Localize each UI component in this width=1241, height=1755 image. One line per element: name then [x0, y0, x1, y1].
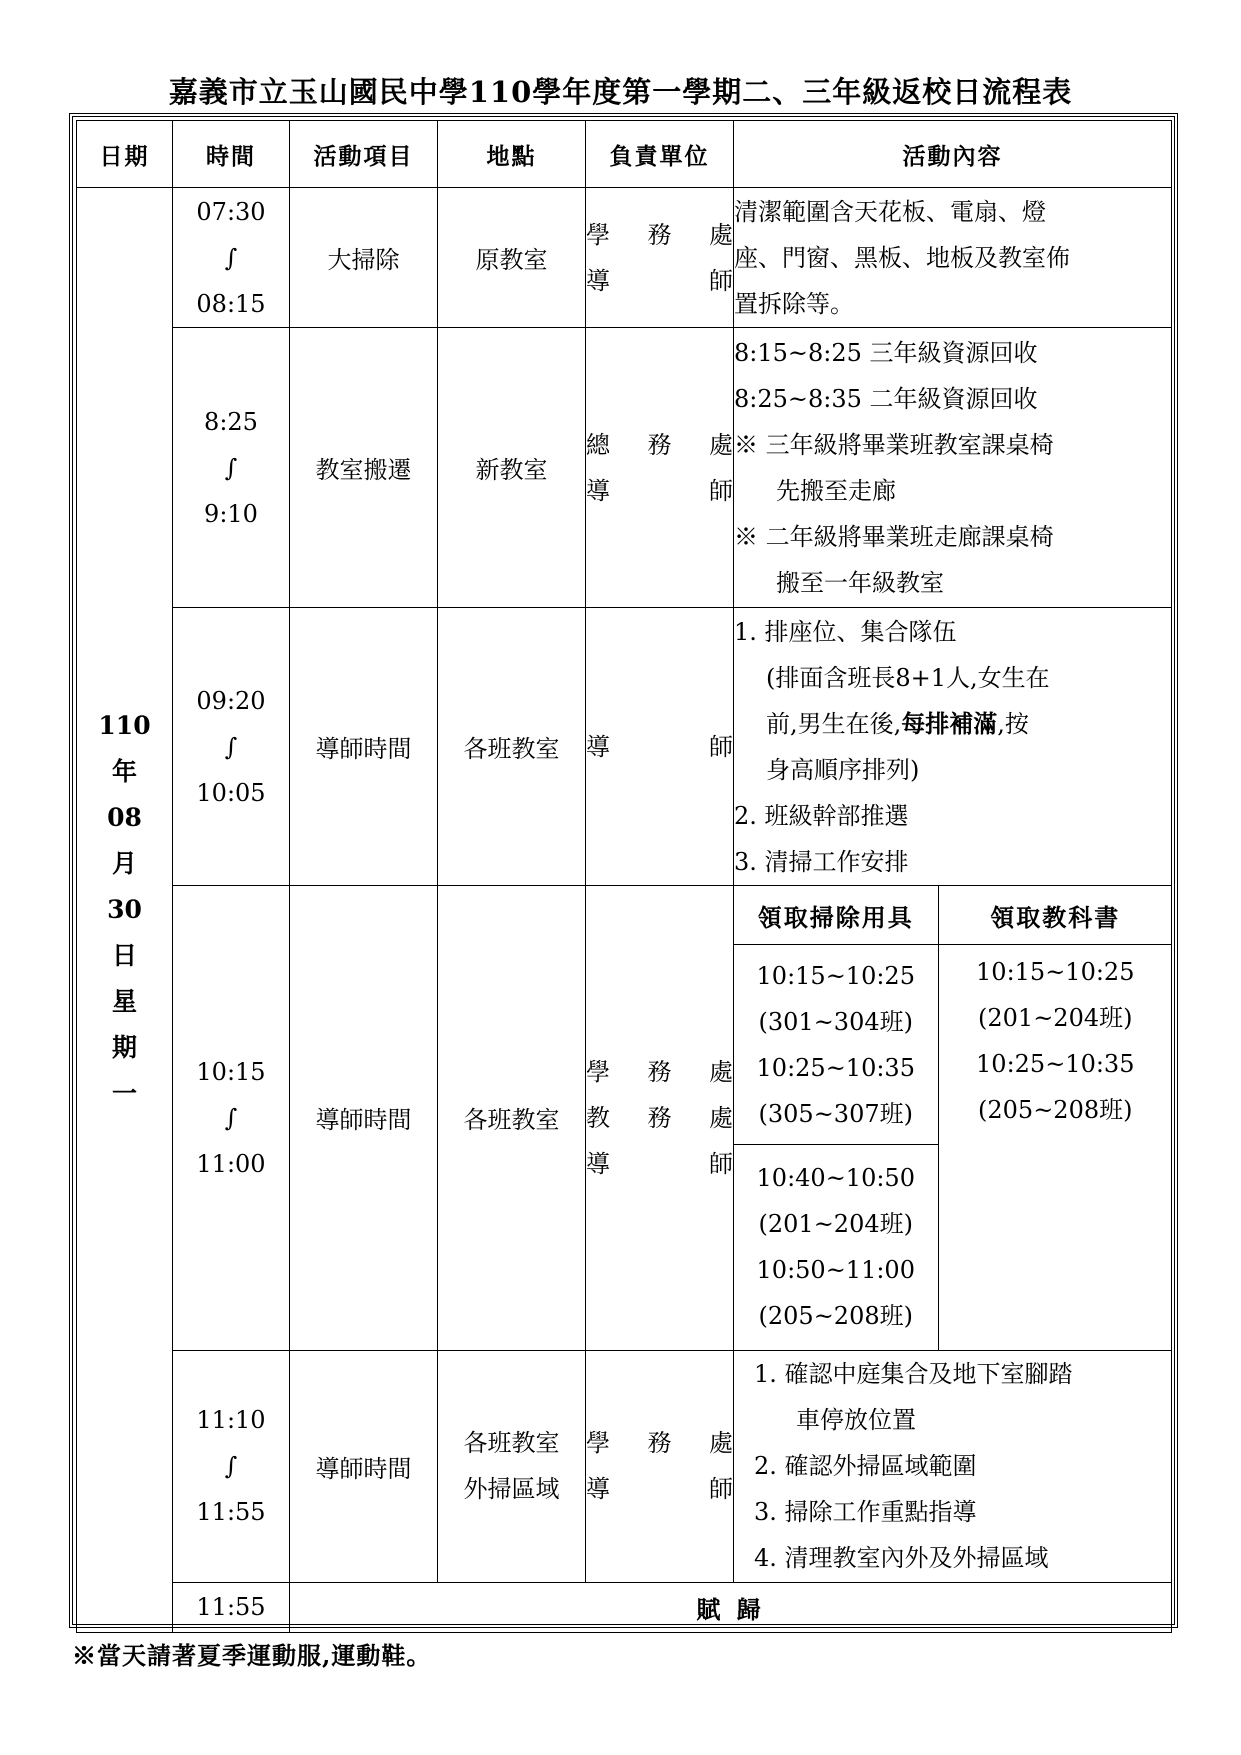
location-cell: 原教室: [438, 188, 586, 328]
header-date: 日期: [77, 121, 173, 188]
content-line: 先搬至走廊: [776, 476, 896, 505]
location-line: 各班教室: [463, 1429, 560, 1457]
slot-line: 10:15~10:25: [756, 961, 915, 990]
unit-line: 學 務 處: [586, 1429, 733, 1457]
time-cell: [173, 1350, 290, 1582]
content-cell: [734, 188, 1172, 328]
date-text: 110: [98, 710, 151, 740]
date-text: 年: [111, 756, 137, 786]
date-text: 08: [107, 802, 142, 832]
table-row: [77, 886, 1172, 1351]
time-end: 9:10: [204, 499, 258, 528]
content-line: [734, 701, 1171, 747]
location-cell: [438, 1350, 586, 1582]
location-line: 外掃區域: [463, 1475, 560, 1503]
unit-line: 導 師: [586, 1475, 733, 1503]
activity-cell: 導師時間: [290, 608, 438, 886]
content-line: 2. 確認外掃區域範圍: [754, 1452, 977, 1480]
unit-line: 導 師: [586, 266, 733, 295]
header-unit: 負責單位: [586, 121, 734, 188]
unit-line: 導 師: [586, 1149, 733, 1178]
header-location: 地點: [438, 121, 586, 188]
table-row: [77, 188, 1172, 328]
time-start: 07:30: [196, 197, 266, 226]
unit-line: 總 務 處: [586, 430, 733, 459]
footnote: ※當天請著夏季運動服,運動鞋。: [72, 1641, 432, 1670]
time-cell: [173, 188, 290, 328]
dismiss-cell: 賦 歸: [290, 1582, 1172, 1632]
sub-header-cleaning-tools: 領取掃除用具: [734, 886, 938, 945]
content-line: 8:15~8:25 三年級資源回收: [734, 338, 1038, 367]
content-line: 1. 確認中庭集合及地下室腳踏: [754, 1360, 1073, 1388]
date-text: 月: [111, 848, 137, 878]
time-cell: [173, 328, 290, 608]
content-emphasis: 每排補滿: [901, 708, 998, 738]
content-cell: [734, 608, 1172, 886]
slot-line: (205~208班): [758, 1302, 913, 1331]
time-separator: ∫: [224, 1452, 238, 1480]
time-end: 08:15: [196, 289, 266, 318]
content-line: 2. 班級幹部推選: [734, 801, 909, 830]
date-cell: [77, 188, 173, 1633]
content-line: 身高順序排列): [766, 755, 920, 784]
unit-line: 導 師: [586, 732, 733, 761]
cleaning-tools-slot-2: [734, 1145, 938, 1350]
slot-line: 10:40~10:50: [756, 1164, 915, 1193]
content-line: 3. 掃除工作重點指導: [754, 1498, 977, 1526]
content-line: ※ 三年級將畢業班教室課桌椅: [734, 430, 1054, 459]
content-line: (排面含班長8+1人,女生在: [766, 663, 1050, 692]
table-row: [77, 328, 1172, 608]
sub-header-textbooks: 領取教科書: [938, 886, 1172, 945]
time-start: 8:25: [204, 407, 258, 436]
cleaning-tools-slot-1: [734, 945, 938, 1145]
time-end: 10:05: [196, 778, 266, 807]
location-cell: 新教室: [438, 328, 586, 608]
content-cell: [734, 1350, 1172, 1582]
time-separator: ∫: [224, 453, 238, 482]
time-cell: [173, 608, 290, 886]
content-line: 8:25~8:35 二年級資源回收: [734, 384, 1038, 413]
slot-line: (201~204班): [758, 1210, 913, 1239]
unit-cell: [586, 1350, 734, 1582]
unit-cell: [586, 886, 734, 1351]
time-start: 11:10: [196, 1406, 266, 1434]
content-line: ※ 二年級將畢業班走廊課桌椅: [734, 522, 1054, 551]
content-line: 置拆除等。: [734, 289, 854, 318]
distribution-subtable: [734, 886, 1172, 1350]
activity-cell: 教室搬遷: [290, 328, 438, 608]
time-end: 11:55: [196, 1498, 266, 1526]
content-line: 座、門窗、黑板、地板及教室佈: [734, 243, 1070, 272]
slot-line: (301~304班): [758, 1007, 913, 1036]
date-text: 星: [111, 986, 137, 1016]
content-line: 清潔範圍含天花板、電扇、燈: [734, 197, 1046, 226]
activity-cell: 導師時間: [290, 1350, 438, 1582]
content-line: 4. 清理教室內外及外掃區域: [754, 1544, 1049, 1572]
activity-cell: 大掃除: [290, 188, 438, 328]
date-text: 30: [107, 894, 142, 924]
unit-cell: [586, 608, 734, 886]
time-cell: 11:55: [173, 1582, 290, 1632]
schedule-table: [76, 120, 1172, 1633]
time-start: 10:15: [196, 1057, 266, 1086]
time-separator: ∫: [224, 732, 238, 761]
date-text: 一: [111, 1078, 137, 1108]
time-separator: ∫: [224, 1103, 238, 1132]
time-start: 09:20: [196, 686, 266, 715]
slot-line: (305~307班): [758, 1099, 913, 1128]
unit-line: 學 務 處: [586, 1057, 733, 1086]
table-row: [77, 608, 1172, 886]
date-text: 日: [111, 940, 137, 970]
unit-line: 教 務 處: [586, 1103, 733, 1132]
slot-line: (201~204班): [978, 1004, 1133, 1032]
unit-cell: [586, 188, 734, 328]
content-fragment: 前,男生在後,: [766, 709, 902, 738]
header-row: [77, 121, 1172, 188]
page-title: 嘉義市立玉山國民中學110學年度第一學期二、三年級返校日流程表: [168, 75, 1073, 109]
slot-line: 10:25~10:35: [976, 1050, 1135, 1078]
slot-line: 10:25~10:35: [756, 1053, 915, 1082]
content-line: 車停放位置: [796, 1406, 916, 1434]
content-fragment: ,按: [997, 709, 1029, 738]
activity-cell: 導師時間: [290, 886, 438, 1351]
header-content: 活動內容: [734, 121, 1172, 188]
unit-cell: [586, 328, 734, 608]
header-time: 時間: [173, 121, 290, 188]
unit-line: 導 師: [586, 476, 733, 505]
content-line: 搬至一年級教室: [776, 568, 944, 597]
textbooks-slot: [938, 945, 1172, 1350]
slot-line: (205~208班): [978, 1096, 1133, 1124]
table-row: [77, 1350, 1172, 1582]
date-text: 期: [111, 1032, 137, 1062]
location-cell: 各班教室: [438, 608, 586, 886]
content-line: 1. 排座位、集合隊伍: [734, 617, 957, 646]
time-end: 11:00: [196, 1149, 266, 1178]
location-cell: 各班教室: [438, 886, 586, 1351]
header-activity: 活動項目: [290, 121, 438, 188]
unit-line: 學 務 處: [586, 220, 733, 249]
content-line: 3. 清掃工作安排: [734, 847, 909, 876]
content-cell: [734, 328, 1172, 608]
slot-line: 10:15~10:25: [976, 958, 1135, 986]
time-separator: ∫: [224, 243, 238, 272]
table-row: [77, 1582, 1172, 1632]
distribution-cell: [734, 886, 1172, 1351]
slot-line: 10:50~11:00: [756, 1256, 915, 1285]
time-cell: [173, 886, 290, 1351]
